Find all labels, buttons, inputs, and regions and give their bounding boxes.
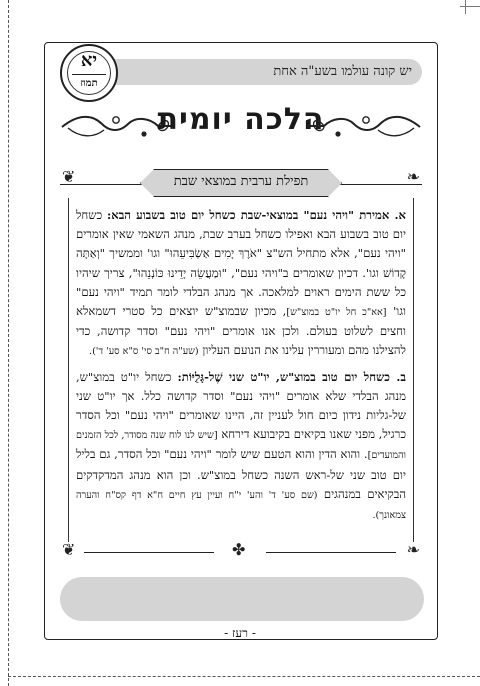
section-title: תפילת ערבית במוצאי שבת (173, 174, 309, 189)
paragraph-1 (76, 206, 406, 362)
ornament-bottom-right-icon: ❧ (406, 540, 420, 559)
paragraph-1-note: [אא"כ חל יו"ט במוצ"ש] (286, 307, 387, 319)
paragraph-2-body-cont: . והוא הדין והוא הטעם שיש לומר "ויהי נעם" וכל הסדר, גם בליל יום טוב שני של-ראש השנה כשחל במוצ"ש. וכן הוא מנהג המדקדקים הבקיאים במנהגים (76, 447, 407, 501)
ornament-left-icon: ❦ (62, 167, 76, 186)
header-bar (108, 59, 422, 85)
paragraph-1-heading: א. אמירת "ויהי נעם" במוצאי-שבת כשחל יום טוב בשבוע הבא: (107, 208, 406, 222)
paragraph-1-source: (שע"ה ח"ב סי' ס"א סע' ד'). (89, 346, 199, 358)
ornament-right-icon: ❧ (406, 167, 420, 186)
title-banner (44, 98, 438, 154)
paragraph-2 (76, 368, 406, 526)
paragraph-2-body: כשחל יו"ט במוצ"ש, מנהג הבלדי שלא אומרים "ויהי נעם" וסדר קדושה כלל. אך יו"ט שני של-גליות נידון כיום חול לעניין זה, היינו שאומרים "ויהי נעם" וכל הסדר כרגיל, מפני שאנו בקיאים בקיבועא דירחא (76, 369, 406, 442)
ornament-bottom-center-icon: ✤ (232, 540, 246, 559)
halacha-text (76, 206, 406, 531)
paragraph-2-note: [שיש לנו לוח שנה מסודר, לכל הזמנים והמועדים] (76, 430, 406, 462)
crop-line-bottom (8, 676, 480, 677)
paragraph-1-body-cont: , מכיון שבמוצ"ש יוצאים כל סטרי דשמאלא וחצים לשלוט בעולם. ולכן אנו אומרים "ויהי נעם" וסדר קדושה, כדי להצילנו מהם ומעוררין עלינו את הנועם העליון (76, 304, 406, 358)
paragraph-2-heading: ב. כשחל יום טוב במוצ"ש, יו"ט שני שֶׁל-גָּלֻיּוֹת: (177, 369, 406, 384)
bottom-ornament (60, 540, 422, 564)
date-month: תמוז (80, 78, 98, 89)
page-title: הלכה יומית (157, 102, 325, 137)
paragraph-1-body: כשחל יום טוב בשבוע הבא ואפילו כשחל בערב שבת, מנהג השאמי שאין אומרים "ויהי נעם", אלא מתחיל הש"צ "אֹרֶךְ יָמִים אַשְׂבִּיעֵהוּ" וגו' וממשיך "וְאַתָּה קָדוֹשׁ וגו'. דכיון שאומרים ב"ויהי נעם", "וּמַעֲשֵׂה יָדֵינוּ כּוֹנְנֵהוּ", צריך שיהיו כל ששת הימים ראוים למלאכה. אך מנהג הבלדי לומר תמיד "ויהי נעם" וגו' (76, 208, 407, 319)
ornament-bottom-left-icon: ❦ (62, 540, 76, 559)
flourish-right-icon (306, 112, 424, 142)
page-number: - רעז - (224, 626, 256, 640)
footer-bar (60, 577, 424, 621)
crop-line-left (8, 0, 9, 686)
header-text: יש קונה עולמו בשע"ה אחת (273, 64, 412, 79)
date-medallion (60, 44, 118, 102)
date-day: יא (80, 50, 98, 71)
crop-mark (456, 0, 480, 14)
paragraph-2-source: (שם סע' ד' והע' י"ח ועיין עץ חיים ח"א דף קס"ח והערה צמאונך). (76, 489, 406, 522)
